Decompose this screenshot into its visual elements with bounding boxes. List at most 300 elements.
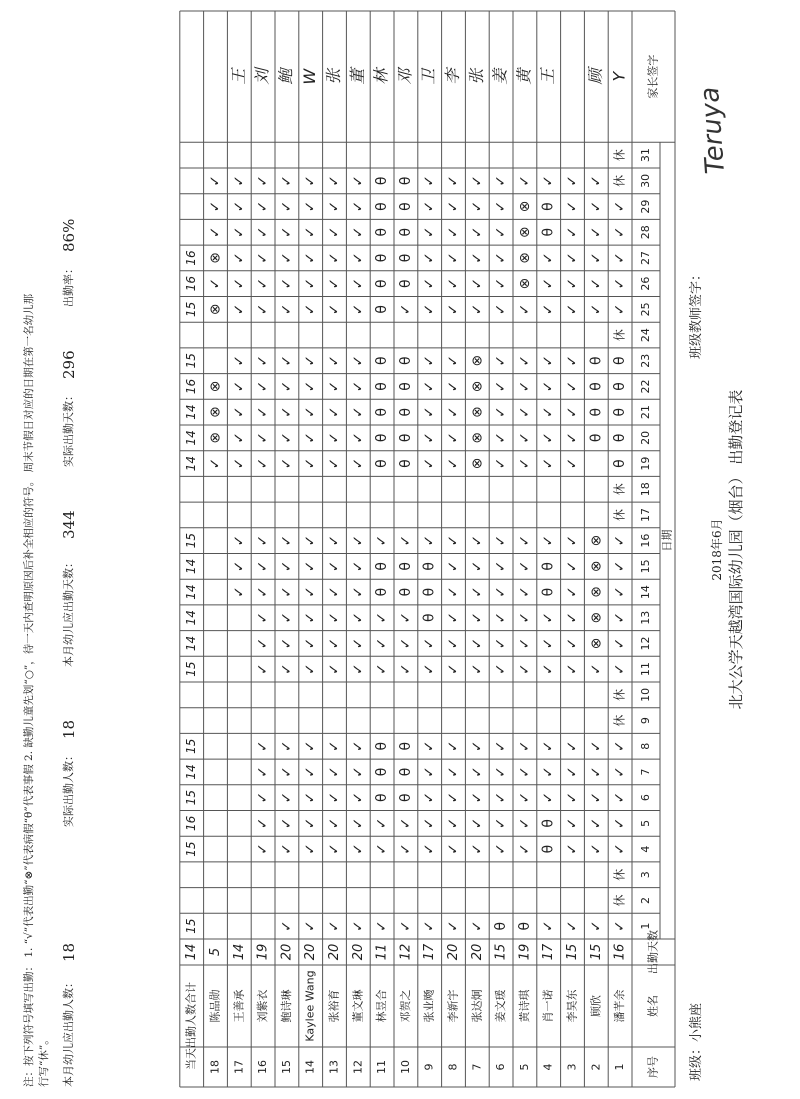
attendance-mark: ✓ (588, 252, 605, 264)
attendance-mark: ✓ (445, 303, 462, 316)
attendance-mark: θ (612, 407, 629, 417)
attendance-mark: ✓ (255, 791, 272, 804)
row-number: 9 (422, 1063, 436, 1071)
attendance-days: 20 (279, 943, 295, 961)
attendance-mark: ✓ (493, 380, 510, 393)
attendance-mark: ✓ (255, 843, 272, 855)
attendance-mark: ✓ (302, 560, 319, 573)
attendance-mark: θ (374, 459, 391, 468)
date-header-26: 26 (639, 276, 652, 291)
attendance-mark: ✓ (469, 586, 486, 598)
attendance-mark: θ (374, 279, 391, 288)
attendance-mark: θ (374, 793, 391, 802)
attendance-mark: ✓ (540, 791, 557, 804)
attendance-mark: ✓ (255, 637, 272, 650)
attendance-mark: ✓ (588, 740, 605, 753)
attendance-mark: ✓ (612, 303, 629, 316)
notes (22, 7, 52, 1087)
row-number: 7 (470, 1063, 484, 1071)
attendance-mark: ✓ (516, 766, 533, 778)
attendance-mark: θ (588, 356, 605, 366)
attendance-mark: ✓ (469, 611, 486, 624)
parent-signature: 林 (371, 68, 391, 85)
attendance-mark: ✓ (255, 766, 272, 778)
attendance-mark: θ (612, 382, 629, 391)
attendance-mark: ✓ (278, 277, 295, 290)
attendance-mark: ⊗ (207, 303, 224, 316)
attendance-mark: ✓ (374, 534, 391, 547)
attendance-mark: ✓ (493, 303, 510, 316)
attendance-mark: θ (397, 562, 414, 571)
attendance-mark: θ (612, 459, 629, 468)
attendance-mark: ⊗ (207, 431, 224, 444)
attendance-mark: ✓ (445, 431, 462, 444)
attendance-mark: ✓ (421, 380, 438, 393)
actual-days-label: 实际出勤天数： (62, 390, 75, 467)
attendance-mark: θ (397, 279, 414, 288)
attendance-mark: ✓ (540, 637, 557, 650)
attendance-mark: ✓ (302, 611, 319, 624)
attendance-mark: θ (397, 382, 414, 391)
attendance-mark: ✓ (421, 637, 438, 650)
attendance-days: 11 (374, 943, 390, 961)
attendance-mark: ✓ (540, 740, 557, 753)
attendance-mark: ✓ (612, 637, 629, 650)
attendance-mark: ✓ (588, 663, 605, 676)
attendance-mark: ✓ (278, 303, 295, 316)
attendance-mark: ✓ (397, 611, 414, 624)
row-number: 13 (327, 1060, 341, 1074)
attendance-mark: ✓ (255, 226, 272, 239)
date-header-21: 21 (639, 405, 652, 420)
actual-days-value: 296 (60, 350, 78, 379)
attendance-mark: ✓ (421, 406, 438, 419)
attendance-mark: ✓ (564, 663, 581, 676)
attendance-days: 20 (350, 943, 366, 961)
attendance-days: 5 (208, 947, 223, 957)
date-header-5: 5 (639, 819, 652, 827)
attendance-mark: ✓ (421, 252, 438, 264)
attendance-mark: ✓ (326, 457, 343, 470)
attendance-mark: ✓ (326, 740, 343, 753)
attendance-mark: ✓ (326, 354, 343, 367)
attendance-mark: ✓ (612, 534, 629, 547)
attendance-mark: ✓ (445, 766, 462, 778)
attendance-mark: ✓ (493, 740, 510, 753)
attendance-mark: ✓ (612, 586, 629, 598)
attendance-mark: ✓ (278, 740, 295, 753)
attendance-mark: ✓ (516, 611, 533, 624)
attendance-mark: ✓ (278, 791, 295, 804)
actual-attend-value: 18 (60, 719, 78, 739)
attendance-mark: θ (588, 433, 605, 443)
attendance-mark: θ (374, 176, 391, 186)
attendance-mark: ✓ (374, 611, 391, 624)
attendance-mark: θ (374, 253, 391, 263)
date-header-11: 11 (639, 662, 652, 677)
attendance-mark: ✓ (255, 663, 272, 676)
attendance-mark: ✓ (278, 843, 295, 855)
attendance-mark: ✓ (564, 406, 581, 419)
attendance-mark: ✓ (493, 791, 510, 804)
attendance-mark: θ (540, 227, 557, 237)
attendance-mark: ✓ (493, 843, 510, 855)
date-header-8: 8 (639, 742, 652, 750)
actual-attend-label: 实际出勤人数： (62, 750, 75, 827)
attendance-mark: ✓ (564, 766, 581, 778)
daily-total: 15 (184, 301, 199, 317)
date-header-29: 29 (639, 199, 652, 214)
attendance-mark: ✓ (516, 406, 533, 419)
attendance-mark: ✓ (588, 791, 605, 804)
attendance-mark: ✓ (588, 200, 605, 213)
col-header-dates: 日期 (660, 529, 674, 552)
attendance-days: 15 (565, 943, 580, 961)
attendance-mark: ✓ (469, 817, 486, 830)
attendance-mark: ✓ (421, 663, 438, 676)
attendance-mark: θ (421, 562, 438, 571)
attendance-mark: ✓ (350, 920, 367, 933)
attendance-mark: θ (421, 587, 438, 597)
attendance-mark: ✓ (493, 174, 510, 187)
attendance-mark: ✓ (493, 817, 510, 830)
attendance-mark: ✓ (469, 740, 486, 753)
daily-total: 14 (184, 404, 199, 420)
attendance-mark: ✓ (540, 663, 557, 676)
attendance-mark: ✓ (421, 740, 438, 753)
attendance-mark: θ (588, 407, 605, 417)
attendance-mark: ✓ (540, 303, 557, 316)
daily-total: 15 (184, 533, 199, 549)
attendance-mark: ✓ (350, 791, 367, 804)
date-header-22: 22 (639, 379, 652, 394)
child-name: 顾欣 (589, 995, 603, 1017)
attendance-mark: ✓ (469, 843, 486, 855)
attendance-mark: ✓ (445, 406, 462, 419)
attendance-mark: θ (540, 202, 557, 211)
attendance-mark: ✓ (516, 791, 533, 804)
row-number: 14 (303, 1060, 317, 1074)
attendance-mark: ✓ (445, 637, 462, 650)
attendance-mark: ✓ (397, 920, 414, 933)
row-number: 3 (565, 1063, 579, 1071)
attendance-mark: ✓ (278, 817, 295, 830)
date-header-27: 27 (639, 250, 652, 265)
row-number: 2 (589, 1063, 603, 1071)
attendance-mark: ✓ (302, 637, 319, 650)
attendance-mark: θ (540, 819, 557, 828)
date-header-20: 20 (639, 430, 652, 445)
attendance-mark: θ (374, 562, 391, 571)
attendance-mark: ✓ (207, 226, 224, 239)
attendance-mark: ✓ (421, 457, 438, 470)
attendance-mark: ⊗ (469, 431, 486, 444)
attendance-mark: ✓ (350, 226, 367, 239)
attendance-mark: θ (374, 202, 391, 211)
daily-total: 14 (184, 610, 199, 626)
attendance-mark: ✓ (350, 637, 367, 650)
attendance-mark: ⊗ (516, 200, 533, 213)
attendance-mark: θ (374, 741, 391, 751)
attendance-mark: ✓ (302, 354, 319, 367)
attendance-mark: ✓ (564, 740, 581, 753)
attendance-mark: ✓ (421, 277, 438, 290)
attendance-mark: ✓ (421, 200, 438, 213)
daily-total: 15 (184, 841, 199, 857)
attendance-mark: ✓ (255, 431, 272, 444)
row-number: 17 (232, 1060, 246, 1074)
attendance-mark: ✓ (397, 637, 414, 650)
attendance-mark: ✓ (350, 843, 367, 855)
attendance-mark: ✓ (302, 817, 319, 830)
date-header-13: 13 (639, 610, 652, 625)
attendance-mark: ✓ (278, 174, 295, 187)
attendance-mark: ✓ (302, 277, 319, 290)
date-header-30: 30 (639, 173, 652, 188)
attendance-mark: ✓ (231, 277, 248, 290)
attendance-mark: ✓ (278, 431, 295, 444)
attendance-mark: ✓ (326, 663, 343, 676)
attendance-mark: 休 (612, 714, 627, 727)
attendance-mark: ✓ (350, 277, 367, 290)
attendance-mark: ✓ (278, 226, 295, 239)
daily-total: 15 (184, 738, 199, 754)
row-number: 11 (375, 1060, 389, 1074)
attendance-mark: ✓ (302, 766, 319, 778)
attendance-mark: ✓ (516, 740, 533, 753)
date-header-4: 4 (639, 845, 652, 853)
row-number: 10 (398, 1060, 412, 1074)
attendance-mark: ✓ (588, 277, 605, 290)
parent-signature: 张 (324, 68, 343, 85)
attendance-mark: ✓ (564, 843, 581, 855)
child-name: 张业飏 (422, 989, 436, 1023)
attendance-mark: 休 (612, 688, 627, 701)
attendance-mark: ✓ (516, 303, 533, 316)
attendance-mark: ✓ (540, 277, 557, 290)
attendance-mark: ✓ (588, 226, 605, 239)
attendance-mark: θ (374, 227, 391, 237)
attendance-mark: ✓ (516, 457, 533, 470)
attendance-mark: ✓ (302, 843, 319, 855)
attendance-mark: θ (540, 587, 557, 597)
attendance-mark: 休 (612, 329, 627, 342)
child-name: 刘紫衣 (256, 989, 270, 1023)
attendance-mark: ⊗ (588, 637, 605, 650)
attendance-mark: ✓ (445, 586, 462, 598)
should-days-label: 本月幼儿应出勤天数： (62, 557, 75, 667)
child-name: 姜文瑗 (494, 989, 508, 1023)
summary-line (60, 7, 80, 1087)
attendance-mark: ✓ (421, 920, 438, 933)
attendance-mark: ✓ (255, 252, 272, 264)
attendance-mark: ✓ (350, 431, 367, 444)
attendance-days: 12 (398, 943, 414, 961)
attendance-mark: 休 (612, 868, 627, 881)
total-first-day: 14 (184, 943, 200, 961)
attendance-mark: ✓ (326, 303, 343, 316)
attendance-mark: ✓ (278, 611, 295, 624)
attendance-mark: θ (374, 356, 391, 366)
attendance-mark: ✓ (612, 560, 629, 573)
row-number: 4 (541, 1063, 555, 1071)
attendance-mark: ✓ (516, 431, 533, 444)
attendance-mark: ✓ (255, 354, 272, 367)
attendance-mark: ✓ (493, 637, 510, 650)
attendance-mark: ✓ (255, 303, 272, 316)
attendance-mark: ✓ (564, 303, 581, 316)
attendance-mark: ✓ (326, 843, 343, 855)
attendance-mark: ⊗ (588, 560, 605, 573)
attendance-mark: ✓ (350, 406, 367, 419)
attendance-mark: 休 (612, 894, 627, 907)
teacher-signature: Teruya (694, 85, 732, 175)
attendance-mark: ✓ (469, 637, 486, 650)
attendance-mark: ✓ (374, 663, 391, 676)
attendance-mark: ✓ (588, 843, 605, 855)
attendance-mark: ✓ (540, 766, 557, 778)
attendance-mark: ✓ (612, 920, 629, 933)
attendance-mark: ✓ (516, 843, 533, 855)
attendance-mark: ✓ (421, 791, 438, 804)
attendance-mark: ✓ (516, 174, 533, 187)
attendance-mark: ✓ (231, 303, 248, 316)
attendance-mark: ✓ (278, 586, 295, 598)
child-name: 王善承 (232, 989, 246, 1023)
col-header-parent-sign: 家长签字 (646, 54, 660, 99)
attendance-mark: ✓ (493, 457, 510, 470)
attendance-mark: ✓ (326, 611, 343, 624)
attendance-mark: ✓ (540, 252, 557, 264)
attendance-mark: ✓ (231, 431, 248, 444)
attendance-mark: ✓ (588, 174, 605, 187)
attendance-mark: ⊗ (207, 406, 224, 419)
date-header-14: 14 (639, 585, 652, 600)
attendance-mark: ✓ (397, 303, 414, 316)
attendance-mark: ✓ (469, 277, 486, 290)
attendance-mark: ✓ (278, 252, 295, 264)
attendance-mark: ✓ (445, 200, 462, 213)
parent-signature: W (300, 68, 320, 85)
attendance-mark: ✓ (374, 637, 391, 650)
attendance-mark: ✓ (493, 431, 510, 444)
attendance-mark: ✓ (302, 406, 319, 419)
attendance-mark: ✓ (564, 534, 581, 547)
attendance-mark: ✓ (540, 354, 557, 367)
attendance-mark: ✓ (588, 766, 605, 778)
attendance-mark: ✓ (326, 586, 343, 598)
child-name: 李昊东 (565, 989, 579, 1023)
attendance-mark: ✓ (445, 226, 462, 239)
attendance-mark: ✓ (255, 457, 272, 470)
attendance-mark: ✓ (516, 380, 533, 393)
row-number: 1 (613, 1063, 627, 1071)
attendance-mark: ✓ (612, 663, 629, 676)
attendance-mark: ✓ (469, 174, 486, 187)
attendance-mark: ✓ (302, 663, 319, 676)
daily-total: 14 (184, 764, 199, 780)
rate-label: 出勤率： (62, 263, 75, 307)
attendance-mark: ✓ (397, 843, 414, 855)
attendance-mark: ✓ (588, 303, 605, 316)
daily-total: 16 (184, 815, 199, 831)
attendance-mark: ✓ (612, 791, 629, 804)
attendance-mark: ✓ (564, 277, 581, 290)
attendance-mark: ✓ (445, 843, 462, 855)
attendance-mark: ✓ (564, 560, 581, 573)
attendance-mark: ✓ (469, 663, 486, 676)
attendance-mark: ✓ (278, 560, 295, 573)
attendance-mark: ✓ (540, 611, 557, 624)
attendance-mark: θ (397, 356, 414, 366)
attendance-mark: ✓ (278, 766, 295, 778)
attendance-mark: ⊗ (516, 226, 533, 239)
attendance-mark: ✓ (516, 354, 533, 367)
rate-value: 86% (60, 218, 78, 252)
attendance-mark: ✓ (421, 354, 438, 367)
attendance-mark: ⊗ (588, 534, 605, 547)
daily-total: 16 (184, 250, 199, 266)
attendance-mark: ✓ (350, 817, 367, 830)
attendance-mark: ✓ (350, 586, 367, 598)
date-header-28: 28 (639, 225, 652, 240)
attendance-mark: ✓ (326, 406, 343, 419)
attendance-mark: ✓ (302, 431, 319, 444)
attendance-mark: ✓ (493, 226, 510, 239)
attendance-mark: ⊗ (516, 252, 533, 264)
attendance-mark: ✓ (326, 920, 343, 933)
attendance-mark: θ (374, 433, 391, 443)
attendance-mark: ✓ (421, 431, 438, 444)
daily-total: 14 (184, 635, 199, 652)
child-name: 张裕育 (327, 989, 341, 1023)
attendance-mark: ✓ (516, 663, 533, 676)
daily-total: 14 (184, 455, 199, 472)
attendance-mark: ✓ (469, 791, 486, 804)
attendance-mark: θ (540, 562, 557, 571)
attendance-mark: ✓ (445, 740, 462, 753)
attendance-mark: ⊗ (588, 586, 605, 598)
attendance-mark: ✓ (612, 611, 629, 624)
class-label: 班级：小熊座 (689, 1002, 704, 1081)
attendance-mark: ✓ (326, 766, 343, 778)
attendance-mark: ✓ (231, 354, 248, 367)
attendance-mark: ✓ (302, 252, 319, 264)
attendance-mark: ✓ (374, 920, 391, 933)
attendance-mark: θ (493, 921, 510, 931)
attendance-mark: ✓ (564, 611, 581, 624)
date-header-6: 6 (639, 794, 652, 802)
page-title: 北大公学天越湾国际幼儿园（烟台） 出勤登记表 (727, 389, 745, 710)
row-number: 6 (494, 1063, 508, 1071)
attendance-mark: ✓ (421, 226, 438, 239)
parent-signature: 王 (538, 68, 558, 85)
daily-total: 15 (184, 353, 199, 369)
attendance-mark: ✓ (278, 406, 295, 419)
daily-total: 14 (184, 430, 199, 446)
attendance-mark: ✓ (302, 174, 319, 187)
child-name: 林昱合 (375, 989, 389, 1023)
attendance-mark: ✓ (564, 791, 581, 804)
date-header-16: 16 (639, 533, 652, 548)
teacher-sign-label: 班级教师签字： (689, 267, 704, 359)
total-label: 当天出勤人数合计 (184, 982, 198, 1070)
attendance-mark: θ (374, 767, 391, 777)
attendance-mark: ✓ (397, 817, 414, 830)
date-header-24: 24 (639, 328, 652, 343)
attendance-mark: ✓ (445, 791, 462, 804)
attendance-mark: ✓ (445, 560, 462, 573)
